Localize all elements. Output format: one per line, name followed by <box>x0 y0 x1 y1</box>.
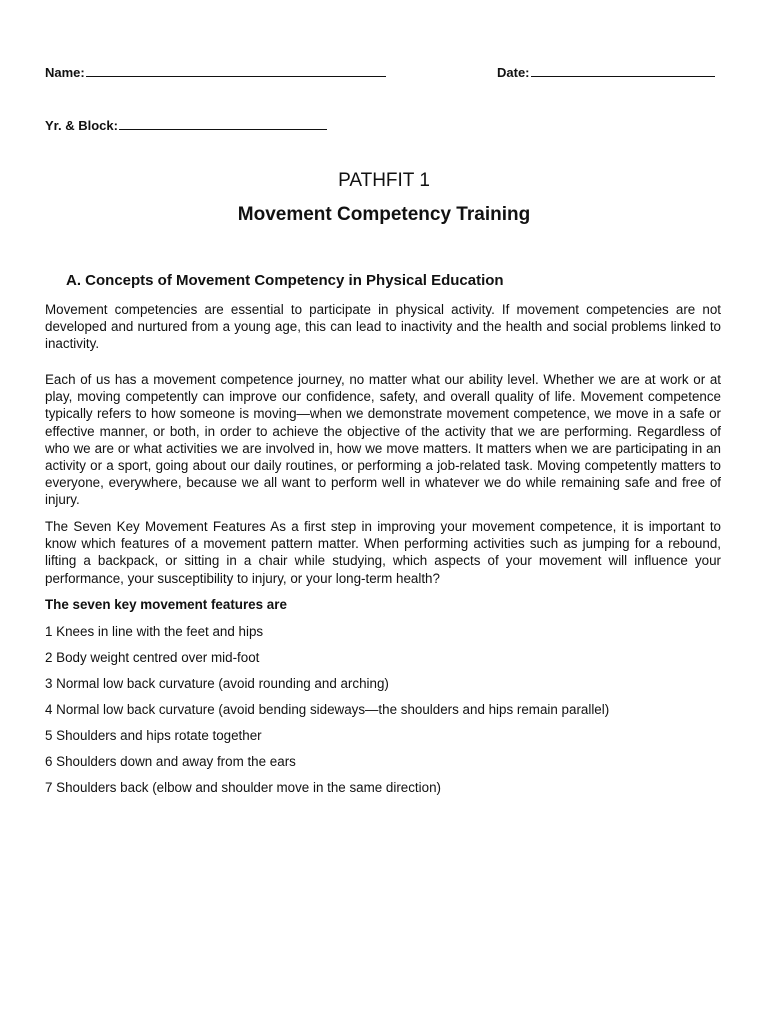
course-title: PATHFIT 1 <box>338 170 430 191</box>
features-heading: The seven key movement features are <box>45 597 287 612</box>
name-field <box>45 64 386 80</box>
year-block-blank-line <box>119 117 327 130</box>
year-block-field <box>45 117 327 133</box>
section-heading: A. Concepts of Movement Competency in Physical Education <box>66 272 504 289</box>
name-blank-line <box>86 64 386 77</box>
date-field <box>497 64 715 80</box>
name-label: Name: <box>45 65 85 80</box>
year-block-label: Yr. & Block: <box>45 118 118 133</box>
date-label: Date: <box>497 65 530 80</box>
list-item: 4 Normal low back curvature (avoid bending sideways—the shoulders and hips remain parallel) <box>45 702 610 717</box>
feature-list <box>45 623 609 805</box>
date-blank-line <box>531 64 715 77</box>
list-item: 3 Normal low back curvature (avoid rounding and arching) <box>45 676 389 691</box>
paragraph-seven-features: The Seven Key Movement Features As a first step in improving your movement competence, it is important to know which features of a movement pattern matter. When performing activities such as jumping for a rebound, lifting a backpack, or sitting in a chair while studying, which aspects of your movement will influence your performance, your susceptibility to injury, or your long-term health? <box>45 519 721 586</box>
list-item: 6 Shoulders down and away from the ears <box>45 754 296 769</box>
list-item: 1 Knees in line with the feet and hips <box>45 624 264 639</box>
list-item: 7 Shoulders back (elbow and shoulder move in the same direction) <box>45 780 441 795</box>
list-item: 5 Shoulders and hips rotate together <box>45 728 262 743</box>
paragraph-intro: Movement competencies are essential to participate in physical activity. If movement competencies are not developed and nurtured from a young age, this can lead to inactivity and the health and social problems linked to inactivity. <box>45 302 721 352</box>
page-title: Movement Competency Training <box>237 204 531 225</box>
paragraph-journey: Each of us has a movement competence journey, no matter what our ability level. Whether we are at work or at play, moving competently can improve our confidence, safety, and overall quality of life. Movement competence typically refers to how someone is moving—when we demonstrate movement competence, we move in a safe or effective manner, or both, in order to achieve the objective of the activity that we are performing. Regardless of who we are or what activities we are involved in, how we move matters. It matters when we are participating in an activity or a sport, going about our daily routines, or performing a job-related task. Moving competently matters to everyone, everywhere, because we all want to perform well in whatever we do while remaining safe and free of injury. <box>45 372 721 508</box>
list-item: 2 Body weight centred over mid-foot <box>45 650 260 665</box>
